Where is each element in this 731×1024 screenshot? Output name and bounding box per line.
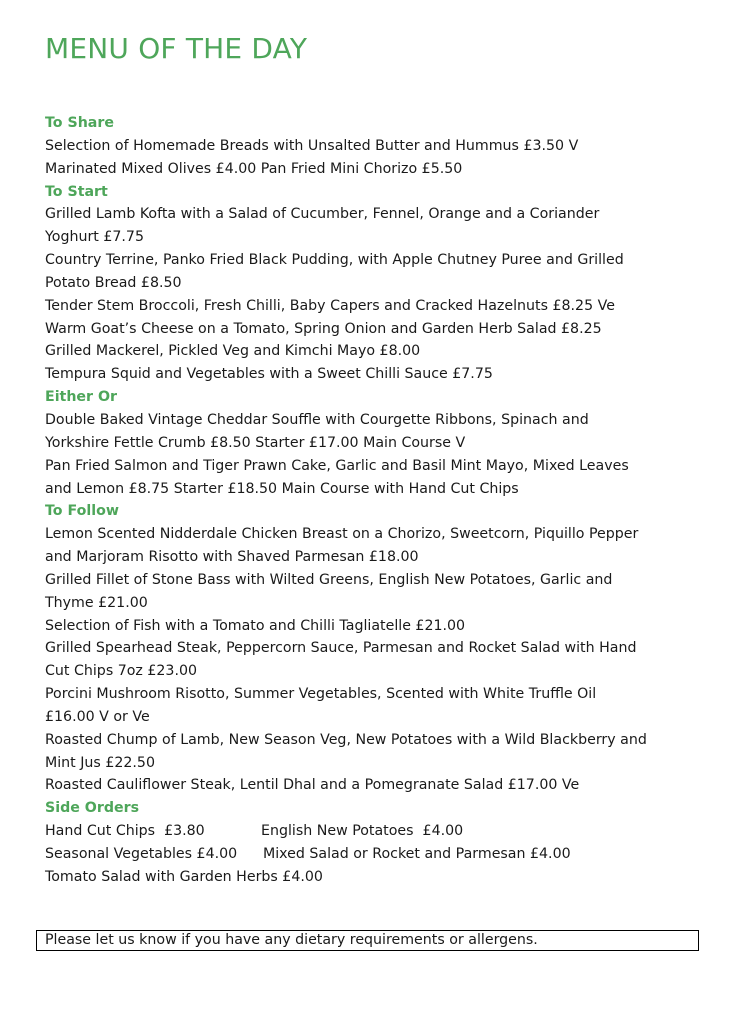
menu-line: Grilled Spearhead Steak, Peppercorn Sauce, Parmesan and Rocket Salad with Hand — [45, 640, 637, 657]
menu-line: Thyme £21.00 — [45, 594, 148, 611]
side-order-row — [45, 820, 705, 843]
section-heading-to-share: To Share — [45, 115, 114, 131]
side-order-item: Tomato Salad with Garden Herbs £4.00 — [45, 868, 323, 885]
menu-line: Selection of Fish with a Tomato and Chilli Tagliatelle £21.00 — [45, 617, 466, 634]
menu-line: Porcini Mushroom Risotto, Summer Vegetables, Scented with White Truffle Oil — [45, 686, 597, 703]
menu-list — [45, 112, 705, 889]
menu-line: Lemon Scented Nidderdale Chicken Breast on a Chorizo, Sweetcorn, Piquillo Pepper — [45, 526, 639, 543]
menu-line: Potato Bread £8.50 — [45, 274, 182, 291]
menu-line: Cut Chips 7oz £23.00 — [45, 663, 198, 680]
menu-line: Warm Goat’s Cheese on a Tomato, Spring Onion and Garden Herb Salad £8.25 — [45, 320, 602, 337]
menu-line: Roasted Chump of Lamb, New Season Veg, New Potatoes with a Wild Blackberry and — [45, 731, 647, 748]
side-order-item: Mixed Salad or Rocket and Parmesan £4.00 — [263, 846, 571, 862]
section-heading-side-orders: Side Orders — [45, 800, 140, 817]
menu-line: Yorkshire Fettle Crumb £8.50 Starter £17.00 Main Course V — [45, 434, 466, 451]
side-order-item: Hand Cut Chips £3.80 — [45, 823, 205, 840]
allergen-notice: Please let us know if you have any dietary requirements or allergens. — [36, 930, 699, 951]
menu-line: Tender Stem Broccoli, Fresh Chilli, Baby Capers and Cracked Hazelnuts £8.25 Ve — [45, 297, 615, 314]
menu-line: Grilled Fillet of Stone Bass with Wilted Greens, English New Potatoes, Garlic and — [45, 571, 613, 588]
menu-line: £16.00 V or Ve — [45, 708, 150, 725]
section-heading-to-start: To Start — [45, 183, 108, 200]
side-order-item: Seasonal Vegetables £4.00 — [45, 846, 238, 862]
section-heading-to-follow: To Follow — [45, 503, 119, 520]
page-title: MENU OF THE DAY — [45, 32, 308, 65]
menu-line: Yoghurt £7.75 — [45, 229, 144, 246]
side-order-item: English New Potatoes £4.00 — [261, 823, 464, 840]
menu-line: Country Terrine, Panko Fried Black Pudding, with Apple Chutney Puree and Grilled — [45, 252, 624, 269]
side-order-row — [45, 843, 705, 866]
menu-line: Grilled Mackerel, Pickled Veg and Kimchi Mayo £8.00 — [45, 343, 421, 360]
menu-line: Roasted Cauliflower Steak, Lentil Dhal and a Pomegranate Salad £17.00 Ve — [45, 777, 580, 794]
menu-line: Pan Fried Salmon and Tiger Prawn Cake, Garlic and Basil Mint Mayo, Mixed Leaves — [45, 457, 629, 474]
side-order-row — [45, 866, 705, 889]
menu-line: and Marjoram Risotto with Shaved Parmesan £18.00 — [45, 549, 419, 566]
section-heading-either-or: Either Or — [45, 389, 118, 406]
menu-line: Grilled Lamb Kofta with a Salad of Cucumber, Fennel, Orange and a Coriander — [45, 206, 600, 223]
menu-line: Mint Jus £22.50 — [45, 754, 155, 771]
menu-line: and Lemon £8.75 Starter £18.50 Main Course with Hand Cut Chips — [45, 480, 519, 497]
menu-line: Double Baked Vintage Cheddar Souffle with Courgette Ribbons, Spinach and — [45, 411, 589, 428]
menu-line: Tempura Squid and Vegetables with a Sweet Chilli Sauce £7.75 — [45, 366, 493, 383]
menu-line: Selection of Homemade Breads with Unsalted Butter and Hummus £3.50 V — [45, 137, 579, 154]
menu-line: Marinated Mixed Olives £4.00 Pan Fried Mini Chorizo £5.50 — [45, 160, 463, 177]
